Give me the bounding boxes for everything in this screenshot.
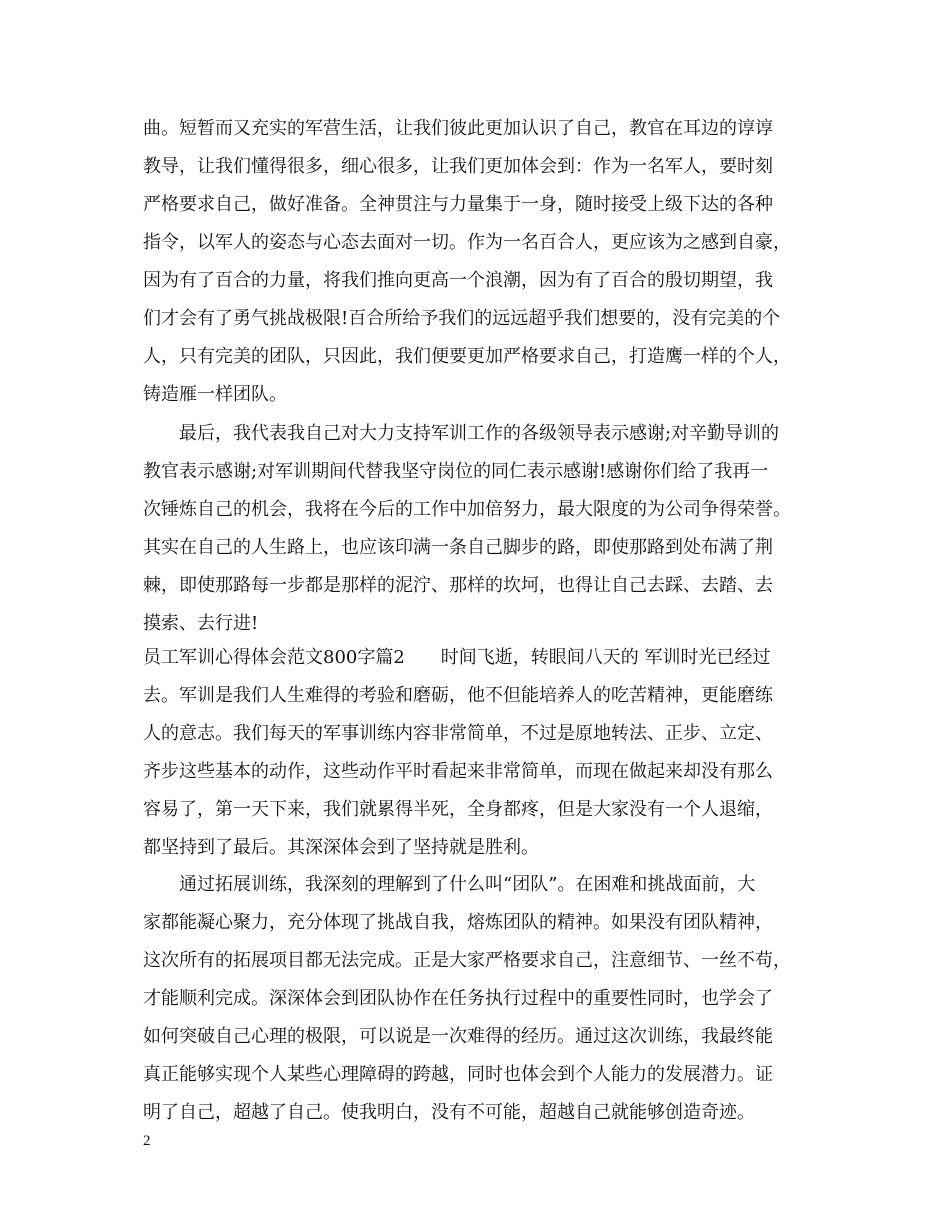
text-line: 通过拓展训练，我深刻的理解到了什么叫“团队”。在困难和挑战面前，大	[143, 874, 756, 895]
text-line: 这次所有的拓展项目都无法完成。正是大家严格要求自己，注意细节、一丝不苟，	[143, 950, 791, 971]
text-line: 曲。短暂而又充实的军营生活，让我们彼此更加认识了自己，教官在耳边的谆谆	[143, 118, 773, 139]
text-line: 才能顺利完成。深深体会到团队协作在任务执行过程中的重要性同时，也学会了	[143, 988, 773, 1009]
text-line: 如何突破自己心理的极限，可以说是一次难得的经历。通过这次训练，我最终能	[143, 1026, 773, 1047]
text-line: 明了自己，超越了自己。使我明白，没有不可能，超越自己就能够创造奇迹。	[143, 1102, 755, 1123]
text-line: 教官表示感谢;对军训期间代替我坚守岗位的同仁表示感谢!感谢你们给了我再一	[143, 461, 769, 482]
text-line: 家都能凝心聚力，充分体现了挑战自我，熔炼团队的精神。如果没有团队精神，	[143, 912, 773, 933]
page-number: 2	[143, 1133, 151, 1149]
text-line: 因为有了百合的力量，将我们推向更高一个浪潮，因为有了百合的殷切期望，我	[143, 270, 773, 291]
text-line: 指令，以军人的姿态与心态去面对一切。作为一名百合人，更应该为之感到自豪，	[143, 232, 791, 253]
text-line: 们才会有了勇气挑战极限!百合所给予我们的远远超乎我们想要的，没有完美的个	[143, 308, 781, 329]
text-line: 次锤炼自己的机会，我将在今后的工作中加倍努力，最大限度的为公司争得荣誉。	[143, 499, 791, 520]
section-heading-line: 员工军训心得体会范文800字篇2 时间飞逝，转眼间八天的 军训时光已经过	[143, 647, 771, 668]
text-line: 去。军训是我们人生难得的考验和磨砺，他不但能培养人的吃苦精神，更能磨练	[143, 685, 773, 706]
text-line: 最后，我代表我自己对大力支持军训工作的各级领导表示感谢;对辛勤导训的	[143, 423, 780, 444]
text-line: 齐步这些基本的动作，这些动作平时看起来非常简单，而现在做起来却没有那么	[143, 761, 773, 782]
text-line: 严格要求自己，做好准备。全神贯注与力量集于一身，随时接受上级下达的各种	[143, 194, 773, 215]
text-line: 人，只有完美的团队，只因此，我们便要更加严格要求自己，打造鹰一样的个人，	[143, 346, 791, 367]
text-line: 真正能够实现个人某些心理障碍的跨越，同时也体会到个人能力的发展潜力。证	[143, 1064, 773, 1085]
text-line: 其实在自己的人生路上，也应该印满一条自己脚步的路，即使那路到处布满了荆	[143, 537, 773, 558]
text-line: 容易了，第一天下来，我们就累得半死，全身都疼，但是大家没有一个人退缩，	[143, 799, 773, 820]
text-line: 教导，让我们懂得很多，细心很多，让我们更加体会到：作为一名军人，要时刻	[143, 156, 773, 177]
text-line: 摸索、去行进!	[143, 613, 259, 634]
text-line: 棘，即使那路每一步都是那样的泥泞、那样的坎坷，也得让自己去踩、去踏、去	[143, 575, 773, 596]
text-line: 铸造雁一样团队。	[143, 384, 287, 405]
text-line: 人的意志。我们每天的军事训练内容非常简单，不过是原地转法、正步、立定、	[143, 723, 773, 744]
text-line: 都坚持到了最后。其深深体会到了坚持就是胜利。	[143, 837, 539, 858]
